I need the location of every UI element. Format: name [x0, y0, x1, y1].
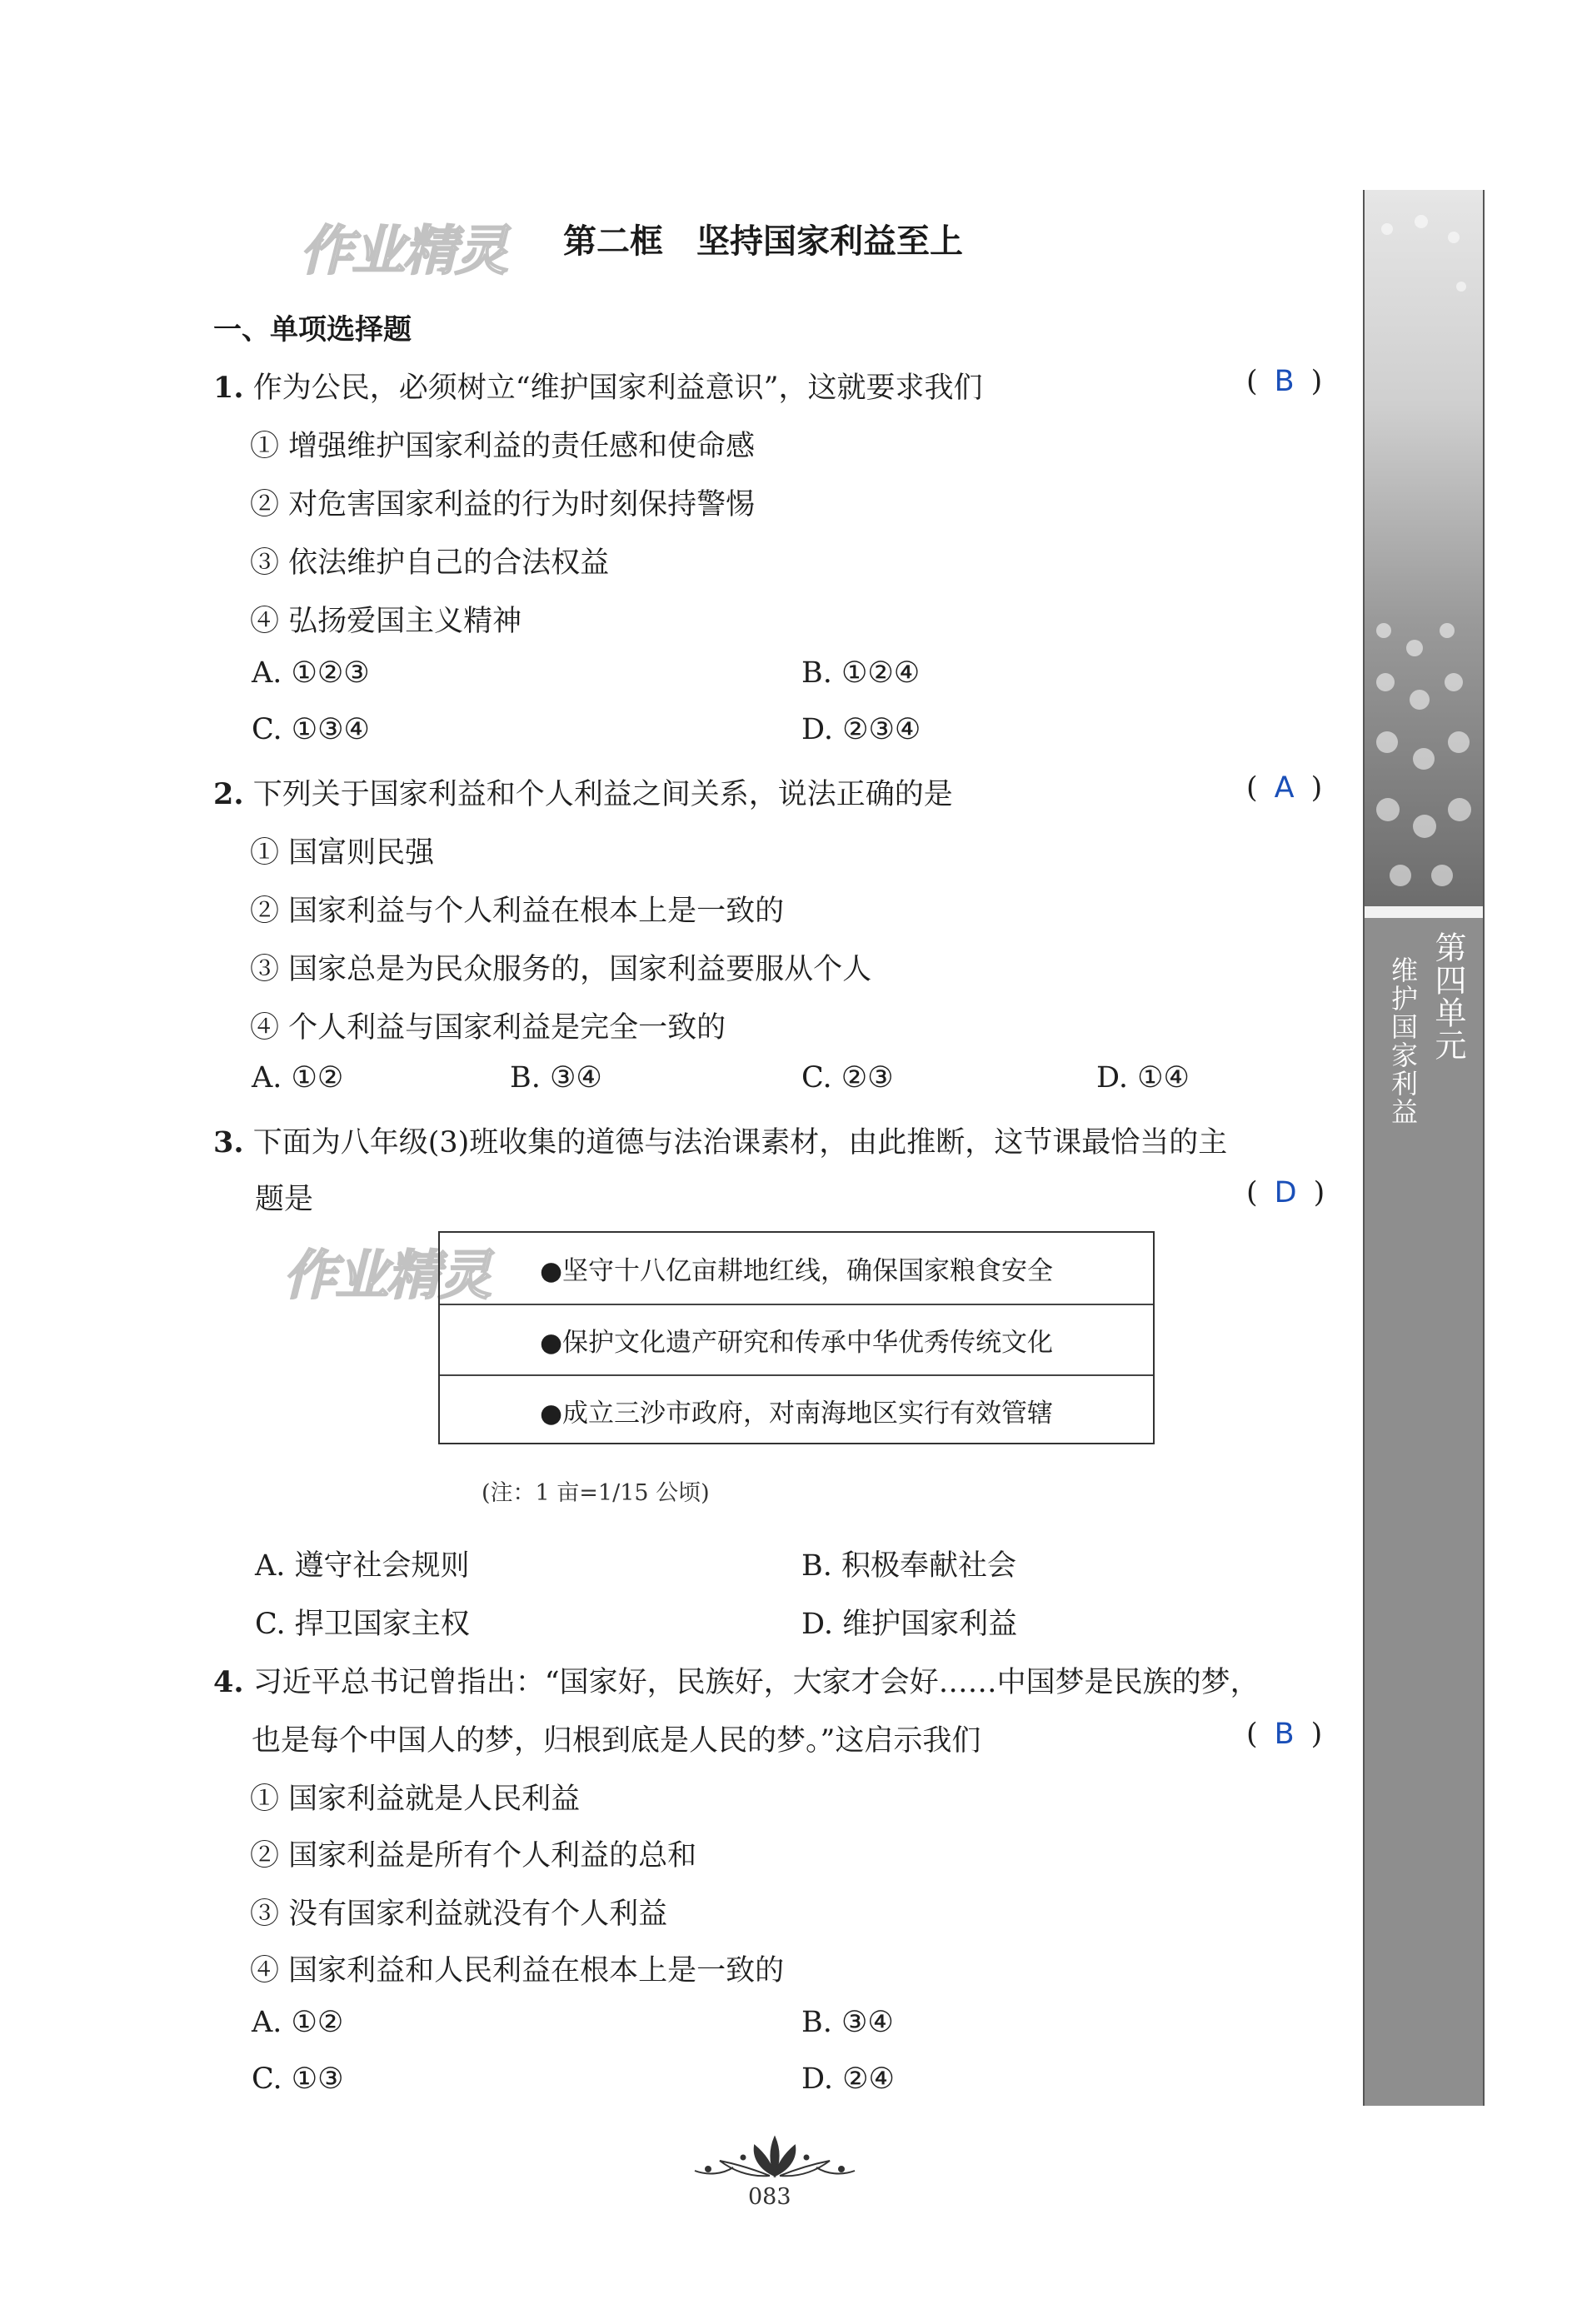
watermark-logo: 作业精灵 — [300, 221, 507, 282]
material-note: (注：1 亩=1/15 公顷) — [482, 1480, 710, 1506]
lesson-title: 第二框 坚持国家利益至上 — [563, 222, 963, 261]
question-1-option-d: D. ②③④ — [801, 713, 921, 746]
question-3-stem: 3. 下面为八年级(3)班收集的道德与法治课素材，由此推断，这节课最恰当的主 — [213, 1125, 1228, 1160]
question-1-option-a: A. ①②③ — [252, 656, 370, 690]
question-2-option-a: A. ①② — [252, 1061, 344, 1095]
material-row: ●保护文化遗产研究和传承中华优秀传统文化 — [440, 1304, 1153, 1374]
watermark-logo: 作业精灵 — [283, 1245, 490, 1307]
material-row: ●坚守十八亿亩耕地红线，确保国家粮食安全 — [539, 1256, 1054, 1286]
question-2-item: ③ 国家总是为民众服务的，国家利益要服从个人 — [250, 953, 872, 986]
question-4-item: ① 国家利益就是人民利益 — [250, 1783, 581, 1816]
page-number: 083 — [748, 2184, 791, 2210]
question-1-item: ② 对危害国家利益的行为时刻保持警惕 — [250, 488, 756, 521]
question-2-option-c: C. ②③ — [801, 1061, 894, 1095]
side-tab-pattern — [1365, 190, 1483, 906]
question-4-item: ④ 国家利益和人民利益在根本上是一致的 — [250, 1954, 785, 1987]
material-row: ●成立三沙市政府，对南海地区实行有效管辖 — [440, 1374, 1153, 1445]
question-3-answer: ( D ) — [1246, 1176, 1325, 1209]
question-4-option-b: B. ③④ — [801, 2006, 894, 2039]
question-3-option-d: D. 维护国家利益 — [801, 1608, 1018, 1641]
unit-subtitle: 维护国家利益 — [1387, 956, 1419, 1126]
question-4-item: ② 国家利益是所有个人利益的总和 — [250, 1839, 697, 1873]
material-box — [438, 1231, 1155, 1444]
question-4-item: ③ 没有国家利益就没有个人利益 — [250, 1898, 668, 1931]
question-4-stem-continued: 也是每个中国人的梦，归根到底是人民的梦。”这启示我们 — [252, 1724, 981, 1758]
question-3-option-c: C. 捍卫国家主权 — [255, 1608, 470, 1641]
unit-side-tab — [1363, 190, 1485, 2106]
question-1-option-b: B. ①②④ — [801, 656, 921, 690]
question-4-answer: ( B ) — [1246, 1718, 1323, 1751]
question-4-option-d: D. ②④ — [801, 2062, 895, 2096]
question-4-stem: 4. 习近平总书记曾指出：“国家好，民族好，大家才会好……中国梦是民族的梦， — [213, 1665, 1260, 1699]
question-2-item: ② 国家利益与个人利益在根本上是一致的 — [250, 895, 785, 928]
question-3-stem-continued: 题是 — [255, 1183, 314, 1216]
question-3-option-b: B. 积极奉献社会 — [801, 1549, 1016, 1583]
question-2-stem: 2. 下列关于国家利益和个人利益之间关系，说法正确的是 — [213, 777, 953, 811]
question-1-option-c: C. ①③④ — [252, 713, 370, 746]
question-1-item: ④ 弘扬爱国主义精神 — [250, 605, 522, 638]
side-tab-divider — [1365, 906, 1483, 918]
question-1-item: ③ 依法维护自己的合法权益 — [250, 546, 610, 580]
question-2-answer: ( A ) — [1246, 771, 1323, 805]
question-2-option-d: D. ①④ — [1096, 1061, 1190, 1095]
question-2-item: ① 国富则民强 — [250, 836, 435, 870]
question-2-item: ④ 个人利益与国家利益是完全一致的 — [250, 1011, 726, 1045]
question-2-option-b: B. ③④ — [510, 1061, 602, 1095]
question-1-item: ① 增强维护国家利益的责任感和使命感 — [250, 430, 756, 463]
question-4-option-c: C. ①③ — [252, 2062, 344, 2096]
floral-ornament-icon — [683, 2132, 866, 2182]
question-4-option-a: A. ①② — [252, 2006, 344, 2039]
section-title: 一、单项选择题 — [213, 313, 412, 347]
question-1-answer: ( B ) — [1246, 365, 1323, 398]
question-3-option-a: A. 遵守社会规则 — [255, 1549, 470, 1583]
unit-title: 第四单元 — [1430, 931, 1466, 1061]
question-1-stem: 1. 作为公民，必须树立“维护国家利益意识”，这就要求我们 — [213, 371, 983, 405]
